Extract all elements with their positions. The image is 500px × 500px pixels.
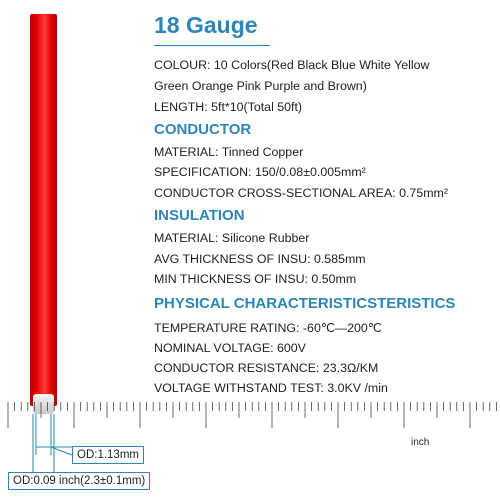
insulation-heading: INSULATION bbox=[154, 207, 245, 224]
length-line: LENGTH: 5ft*10(Total 50ft) bbox=[154, 100, 303, 114]
colour-line-cont: Green Orange Pink Purple and Brown) bbox=[154, 79, 367, 93]
ruler-ticks bbox=[8, 402, 496, 428]
insulation-material: MATERIAL: Silicone Rubber bbox=[154, 231, 310, 245]
physical-withstand: VOLTAGE WITHSTAND TEST: 3.0KV /min bbox=[154, 381, 388, 395]
inner-od-callout: OD:1.13mm bbox=[72, 446, 144, 464]
insulation-min: MIN THICKNESS OF INSU: 0.50mm bbox=[154, 272, 357, 286]
conductor-specification: SPECIFICATION: 150/0.08±0.005mm² bbox=[154, 165, 366, 179]
conductor-area: CONDUCTOR CROSS-SECTIONAL AREA: 0.75mm² bbox=[154, 186, 448, 200]
page-title: 18 Gauge bbox=[154, 12, 258, 38]
inch-ruler bbox=[0, 402, 500, 452]
outer-od-callout: OD:0.09 inch(2.3±0.1mm) bbox=[8, 472, 150, 490]
physical-resistance: CONDUCTOR RESISTANCE: 23.3Ω/KM bbox=[154, 361, 379, 375]
red-wire-image bbox=[30, 14, 57, 406]
title-underline bbox=[154, 45, 270, 46]
physical-heading: PHYSICAL CHARACTERISTICSTERISTICS bbox=[154, 295, 456, 312]
physical-voltage: NOMINAL VOLTAGE: 600V bbox=[154, 341, 306, 355]
ruler-unit-label: inch bbox=[411, 437, 430, 448]
insulation-avg: AVG THICKNESS OF INSU: 0.585mm bbox=[154, 252, 366, 266]
physical-temp: TEMPERATURE RATING: -60℃—200℃ bbox=[154, 321, 382, 335]
conductor-heading: CONDUCTOR bbox=[154, 121, 252, 138]
conductor-material: MATERIAL: Tinned Copper bbox=[154, 145, 304, 159]
colour-line: COLOUR: 10 Colors(Red Black Blue White Yellow bbox=[154, 58, 430, 72]
